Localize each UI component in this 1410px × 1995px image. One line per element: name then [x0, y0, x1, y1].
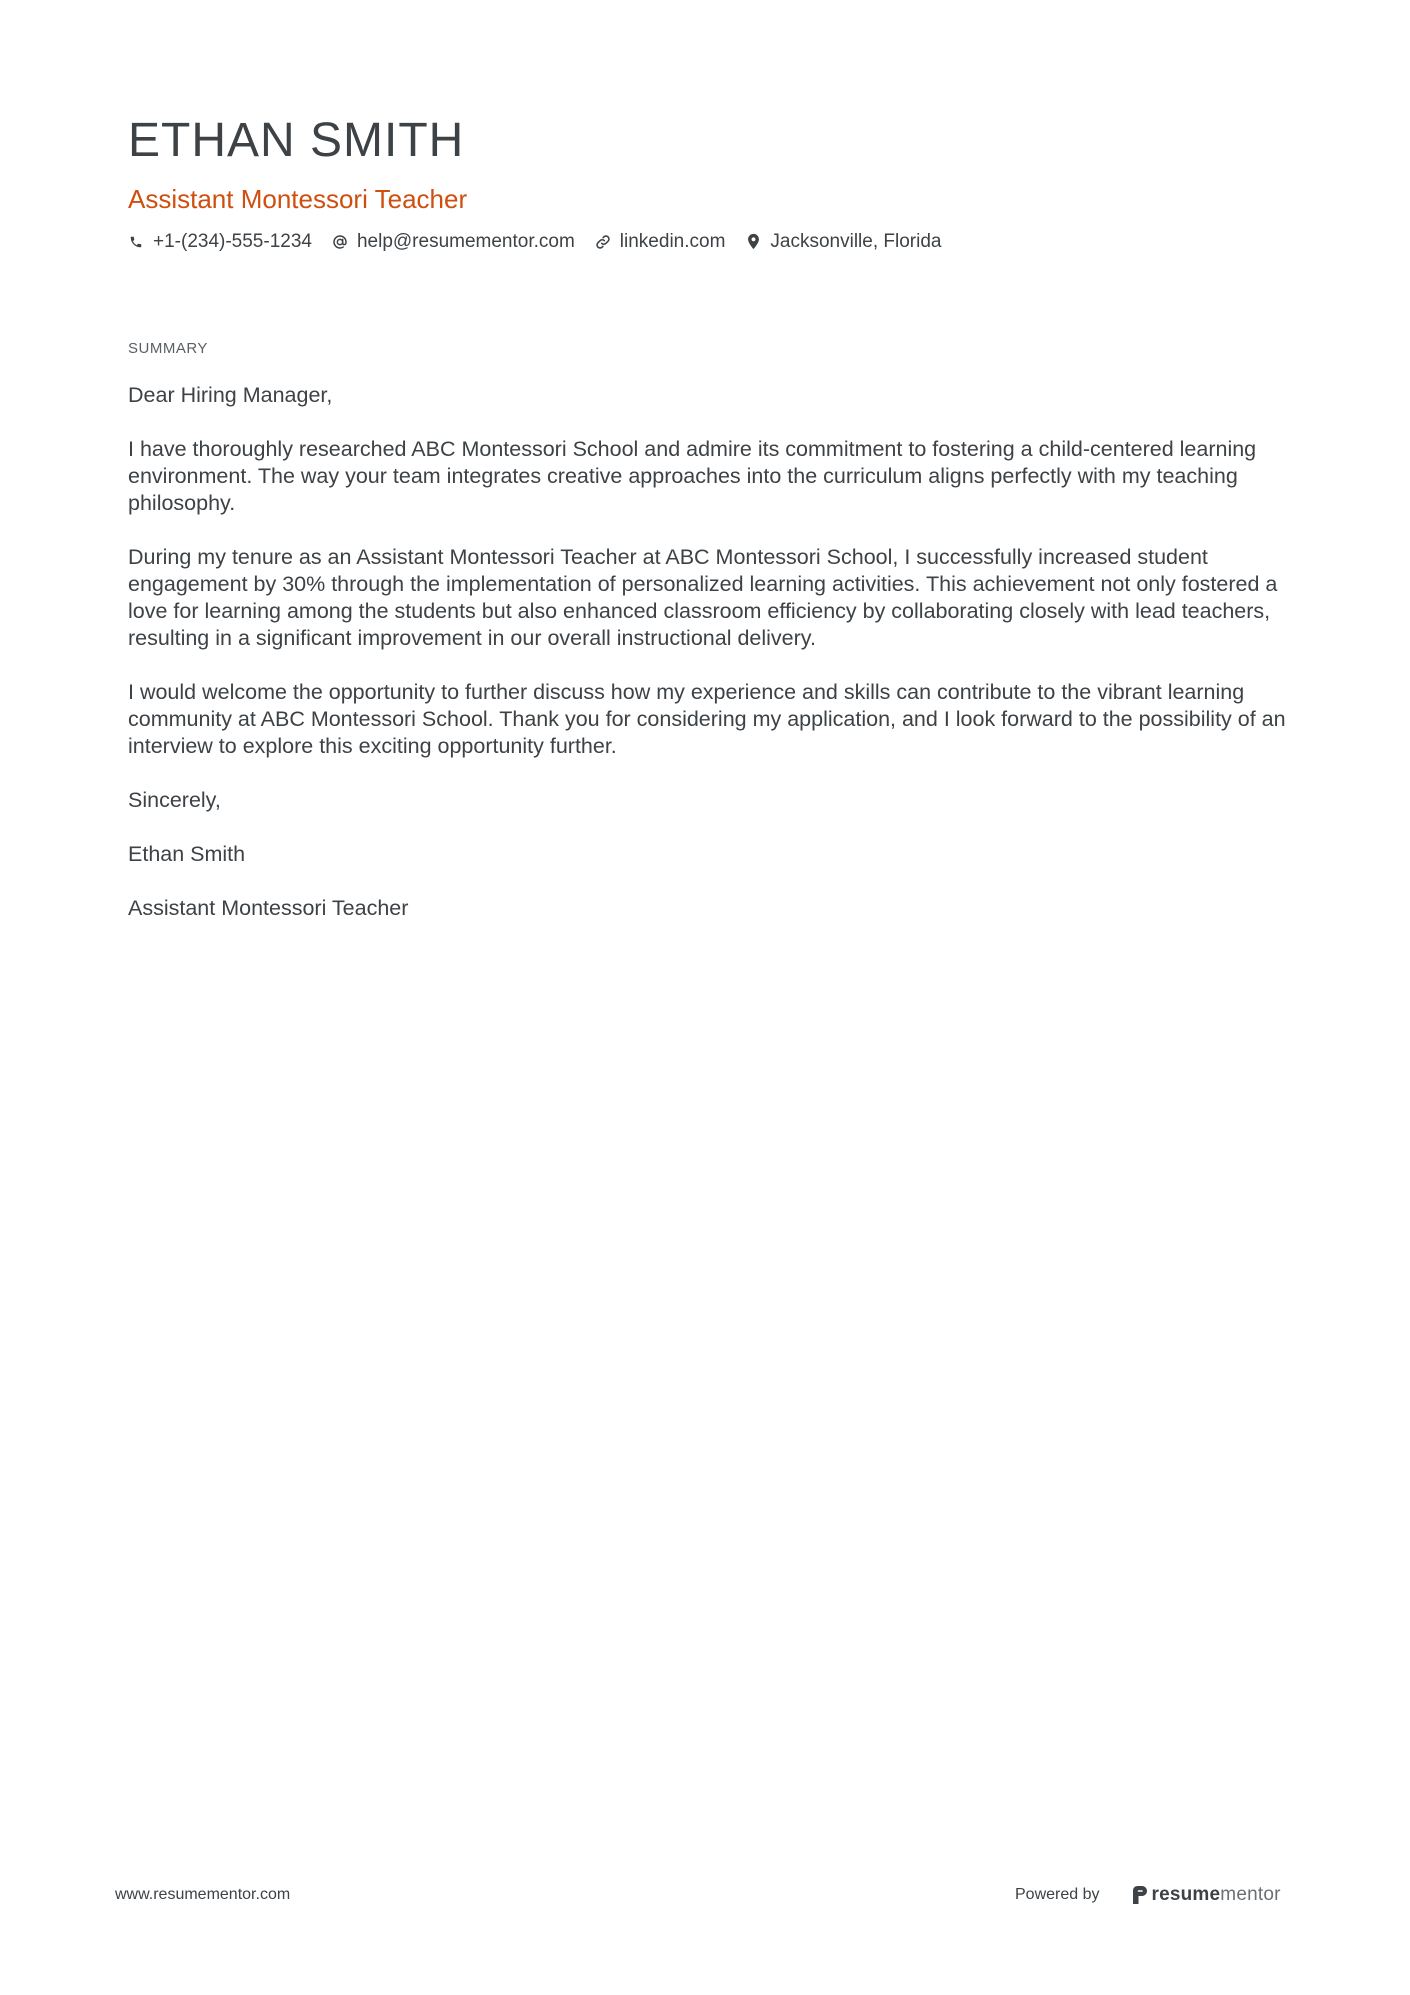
paragraph-closing: I would welcome the opportunity to further discuss how my experience and skills can contribute to the vibrant learning community at ABC Montessori School. Thank you for considering my application, and I look forward to the possibility of an interview to explore this exciting opportunity further.	[128, 680, 1286, 758]
brand-wordmark-light: mentor	[1220, 1884, 1281, 1905]
job-title: Assistant Montessori Teacher	[128, 183, 468, 214]
phone-number[interactable]: +1-(234)-555-1234	[153, 230, 312, 252]
paragraph-experience: During my tenure as an Assistant Montessori Teacher at ABC Montessori School, I successfully increased student engagement by 30% through the implementation of personalized learning activities. This achievement not only fostered a love for learning among the students but also enhanced classroom efficiency by collaborating closely with lead teachers, resulting in a significant improvement in our overall instructional delivery.	[128, 545, 1278, 650]
footer-website-link[interactable]: www.resumementor.com	[115, 1886, 291, 1903]
contact-phone	[128, 231, 312, 253]
contact-email	[332, 231, 575, 253]
location-text: Jacksonville, Florida	[770, 230, 942, 252]
phone-icon	[128, 233, 144, 251]
header	[128, 112, 1288, 253]
letter-body	[128, 382, 1296, 949]
brand-wordmark	[1152, 1884, 1281, 1906]
powered-by	[1015, 1884, 1281, 1906]
at-icon	[332, 233, 348, 251]
signature-title: Assistant Montessori Teacher	[128, 896, 409, 920]
contact-info	[128, 231, 1288, 253]
candidate-name: ETHAN SMITH	[128, 114, 465, 167]
location-pin-icon	[745, 233, 761, 251]
powered-by-label: Powered by	[1015, 1886, 1100, 1903]
contact-location	[745, 231, 941, 253]
paragraph-intro: I have thoroughly researched ABC Montessori School and admire its commitment to fostering a child-centered learning environment. The way your team integrates creative approaches into the curriculum aligns perfectly with my teaching philosophy.	[128, 437, 1257, 515]
email-address[interactable]: help@resumementor.com	[356, 230, 575, 252]
linkedin-link[interactable]: linkedin.com	[619, 230, 726, 252]
signature-name: Ethan Smith	[128, 842, 246, 866]
resumementor-logo-icon	[1132, 1885, 1148, 1905]
brand-wordmark-bold: resume	[1151, 1884, 1221, 1905]
resumementor-logo[interactable]	[1132, 1884, 1281, 1906]
salutation: Dear Hiring Manager,	[128, 383, 333, 407]
link-icon	[595, 233, 611, 251]
closing: Sincerely,	[128, 788, 221, 812]
contact-linkedin	[595, 231, 726, 253]
section-heading-summary: SUMMARY	[128, 340, 208, 357]
